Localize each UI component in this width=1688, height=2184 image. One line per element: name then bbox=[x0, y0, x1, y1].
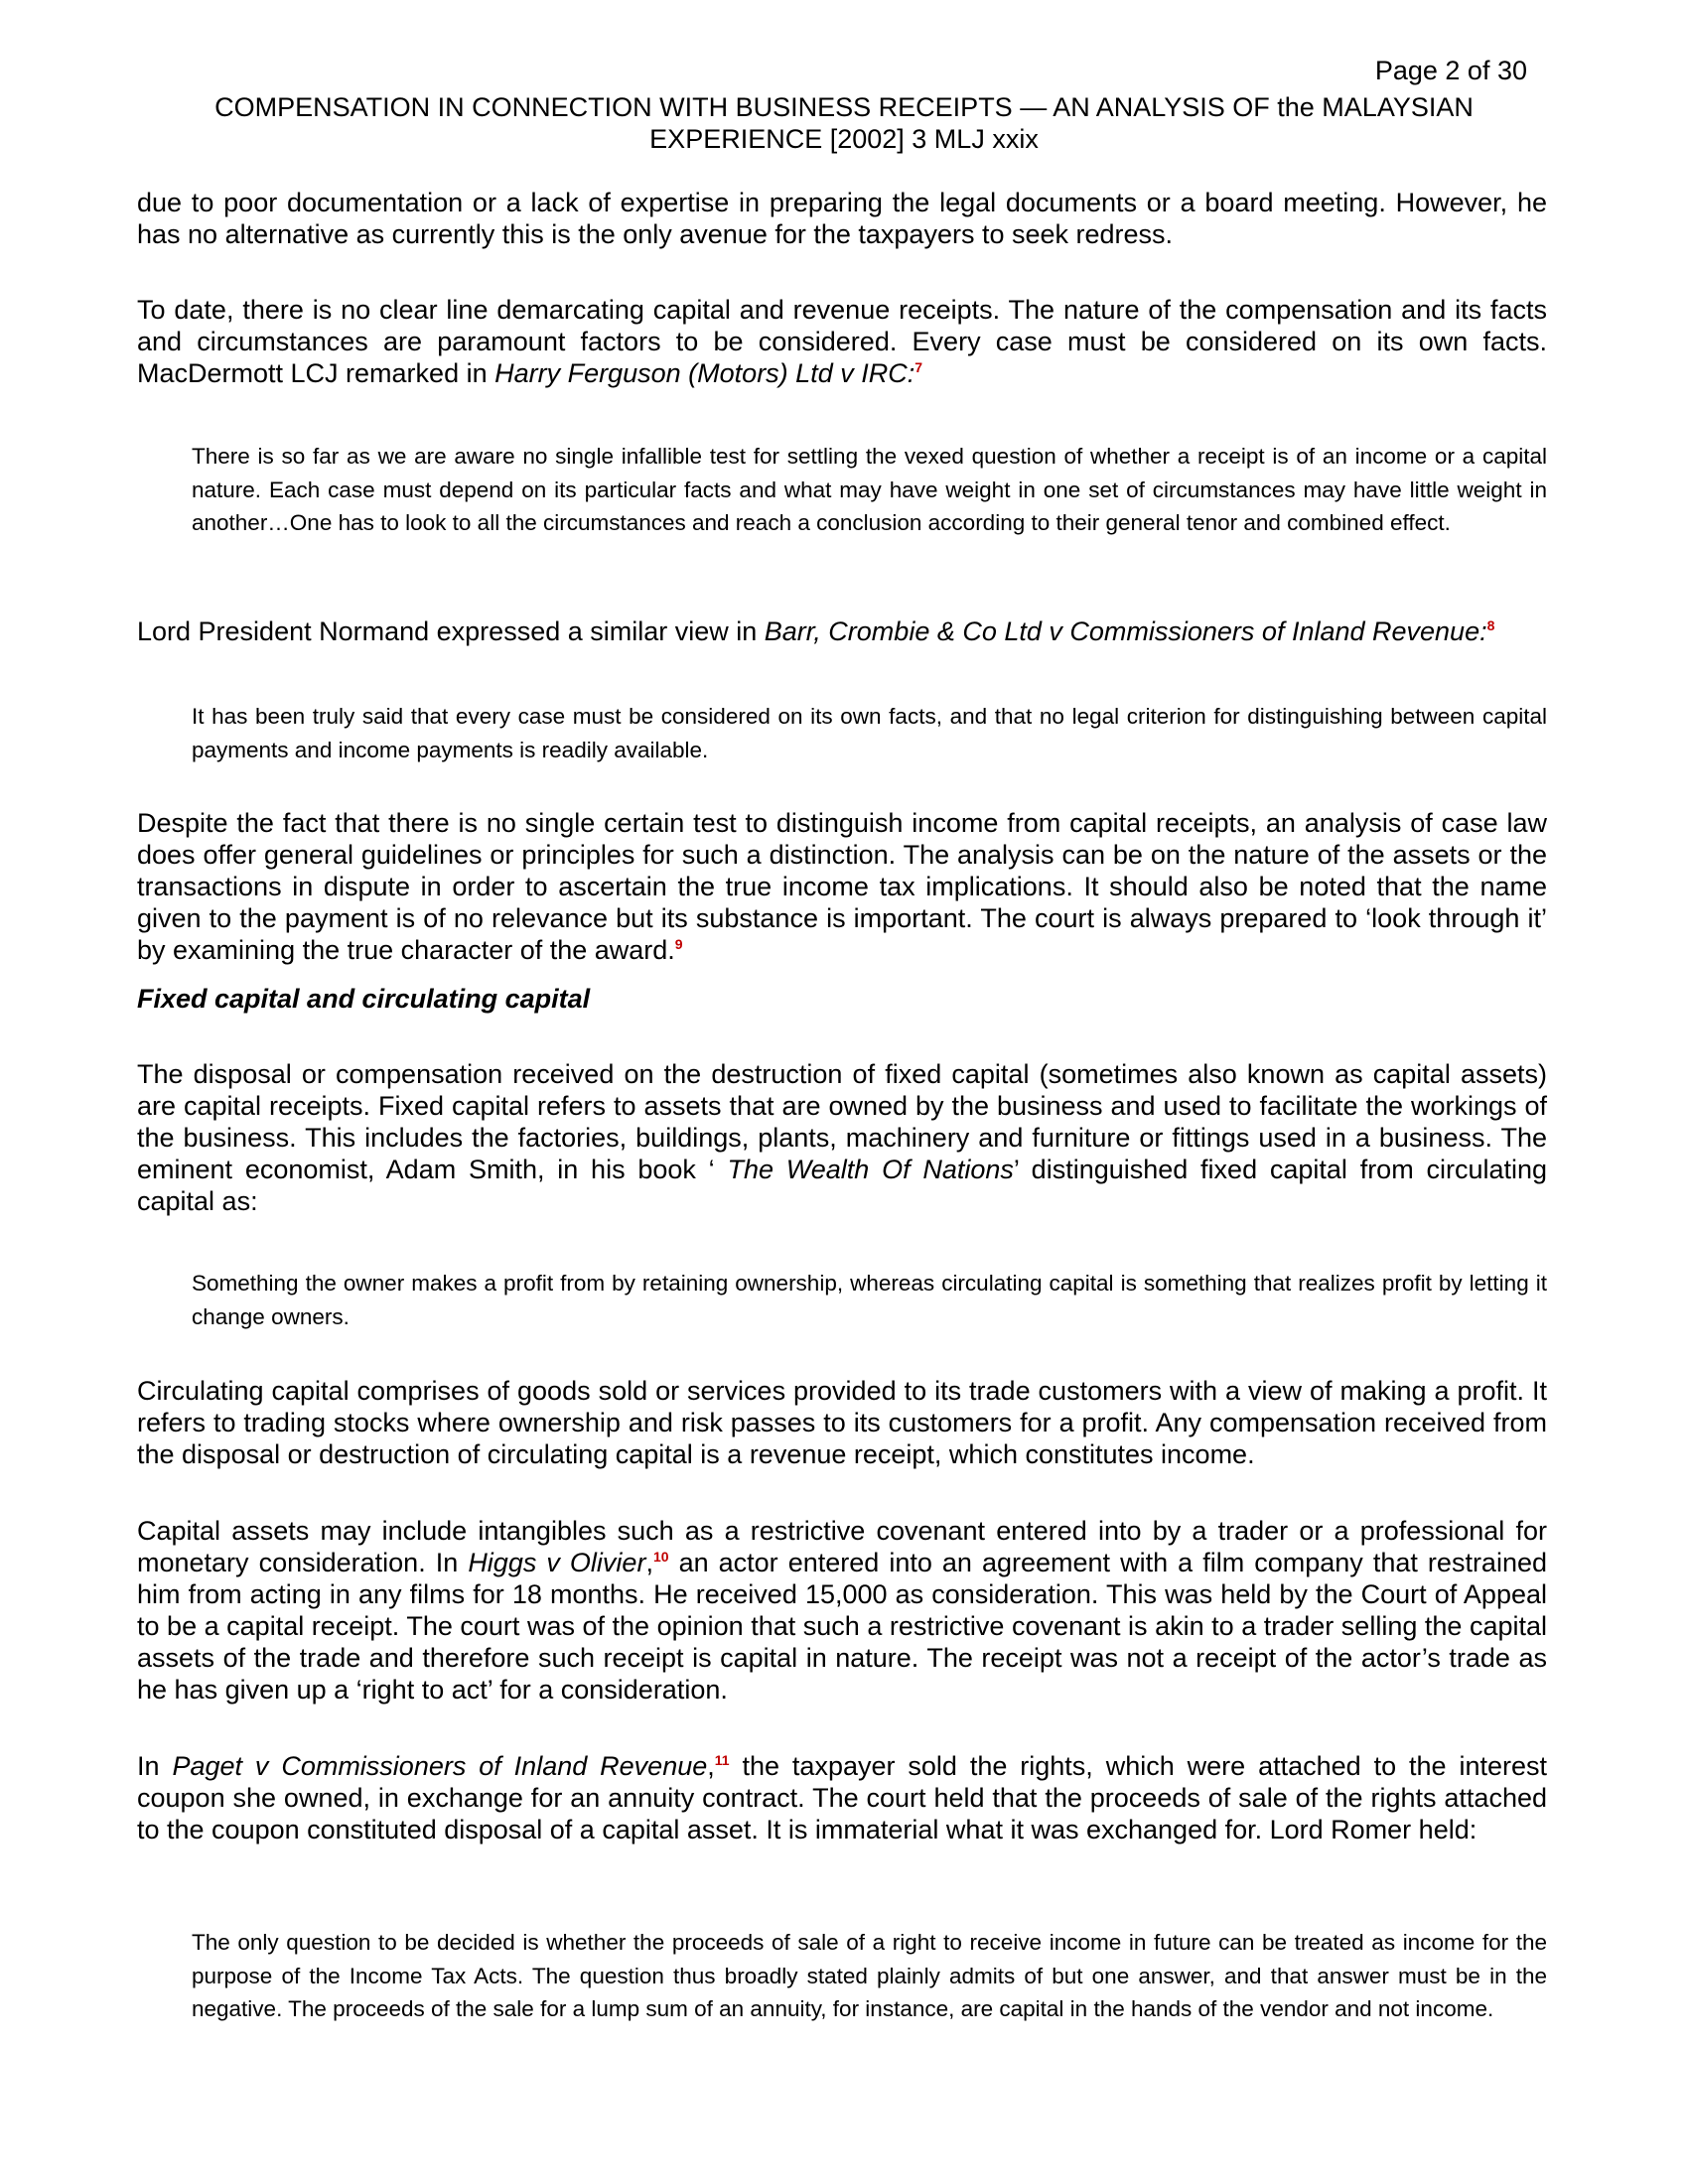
footnote-ref-9[interactable]: 9 bbox=[674, 936, 683, 952]
block-quote-2: It has been truly said that every case must be considered on its own facts, and that no legal criterion for distinguishing between capital payments and income payments is readily available. bbox=[192, 704, 1547, 762]
paragraph-5: The disposal or compensation received on the destruction of fixed capital (sometimes also known as capital assets) are capital receipts. Fixed capital refers to assets that are owned by the business and used to facilitate the workings of the business. This includes the factories, buildings, plants, machinery and furniture or fittings used in a business. The eminent economist, Adam Smith, in his book ‘ The Wealth Of Nations’ distinguished fixed capital from circulating capital as: bbox=[137, 1059, 1548, 1216]
block-quote-4: The only question to be decided is whether the proceeds of sale of a right to receive income in future can be treated as income for the purpose of the Income Tax Acts. The question thus broadly stated plainly admits of but one answer, and that answer must be in the negative. The proceeds of the sale for a lump sum of an annuity, for instance, are capital in the hands of the vendor and not income. bbox=[192, 1930, 1547, 2021]
document-title: COMPENSATION IN CONNECTION WITH BUSINESS RECEIPTS — AN ANALYSIS OF the MALAYSIAN EXPERIENCE [2002] 3 MLJ xxix bbox=[214, 92, 1474, 154]
footnote-ref-7[interactable]: 7 bbox=[914, 359, 923, 375]
paragraph-7: Capital assets may include intangibles such as a restrictive covenant entered into by a trader or a professional for monetary consideration. In Higgs v Olivier,$^{10}$ an actor entered into an agreement with a film company that restrained him from acting in any films for 18 months. He received 15,000 as consideration. This was held by the Court of Appeal to be a capital receipt. The court was of the opinion that such a restrictive covenant is akin to a trader selling the capital assets of the trade and therefore such receipt is capital in nature. The receipt was not a receipt of the actor’s trade as he has given up a ‘right to act’ for a consideration. bbox=[137, 1516, 1547, 1705]
section-heading: Fixed capital and circulating capital bbox=[137, 984, 591, 1014]
footnote-ref-8[interactable]: 8 bbox=[1486, 617, 1495, 633]
case-name: Barr, Crombie & Co Ltd v Commissioners of Inland Revenue bbox=[764, 616, 1480, 646]
case-name: Harry Ferguson (Motors) Ltd v IRC bbox=[494, 358, 908, 388]
block-quote-3: Something the owner makes a profit from by retaining ownership, whereas circulating capital is something that realizes profit by letting it change owners. bbox=[192, 1271, 1547, 1329]
paragraph-8: In Paget v Commissioners of Inland Revenue,$^{11}$ the taxpayer sold the rights, which were attached to the interest coupon she owned, in exchange for an annuity contract. The court held that the proceeds of sale of the rights attached to the coupon constituted disposal of a capital asset. It is immaterial what it was exchanged for. Lord Romer held: bbox=[137, 1751, 1547, 1844]
case-name: Higgs v Olivier bbox=[468, 1548, 646, 1577]
paragraph-6: Circulating capital comprises of goods sold or services provided to its trade customers with a view of making a profit. It refers to trading stocks where ownership and risk passes to its customers for a profit. Any compensation received from the disposal or destruction of circulating capital is a revenue receipt, which constitutes income. bbox=[137, 1376, 1547, 1469]
footnote-ref-11[interactable]: 11 bbox=[714, 1752, 730, 1768]
book-title: The Wealth Of Nations bbox=[727, 1155, 1014, 1184]
case-name: Paget v Commissioners of Inland Revenue bbox=[172, 1751, 708, 1781]
page-number: Page 2 of 30 bbox=[1374, 56, 1527, 85]
paragraph-2: To date, there is no clear line demarcating capital and revenue receipts. The nature of the compensation and its facts and circumstances are paramount factors to be considered. Every case must be considered on its own facts. MacDermott LCJ remarked in Harry Ferguson (Motors) Ltd v IRC:$^7$ bbox=[137, 295, 1547, 388]
paragraph-3: Lord President Normand expressed a similar view in Barr, Crombie & Co Ltd v Commissioners of Inland Revenue:$^8$ bbox=[137, 616, 1495, 646]
footnote-ref-10[interactable]: 10 bbox=[652, 1549, 669, 1565]
block-quote-1: There is so far as we are aware no single infallible test for settling the vexed question of whether a receipt is of an income or a capital nature. Each case must depend on its particular facts and what may have weight in one set of circumstances may have little weight in another…One has to look to all the circumstances and reach a conclusion according to their general tenor and combined effect. bbox=[192, 444, 1547, 535]
paragraph-1: due to poor documentation or a lack of expertise in preparing the legal documents or a board meeting. However, he has no alternative as currently this is the only avenue for the taxpayers to seek redress. bbox=[137, 188, 1547, 249]
paragraph-4: Despite the fact that there is no single certain test to distinguish income from capital receipts, an analysis of case law does offer general guidelines or principles for such a distinction. The analysis can be on the nature of the assets or the transactions in dispute in order to ascertain the true income tax implications. It should also be noted that the name given to the payment is of no relevance but its substance is important. The court is always prepared to ‘look through it’ by examining the true character of the award.$^9$ bbox=[137, 808, 1547, 965]
